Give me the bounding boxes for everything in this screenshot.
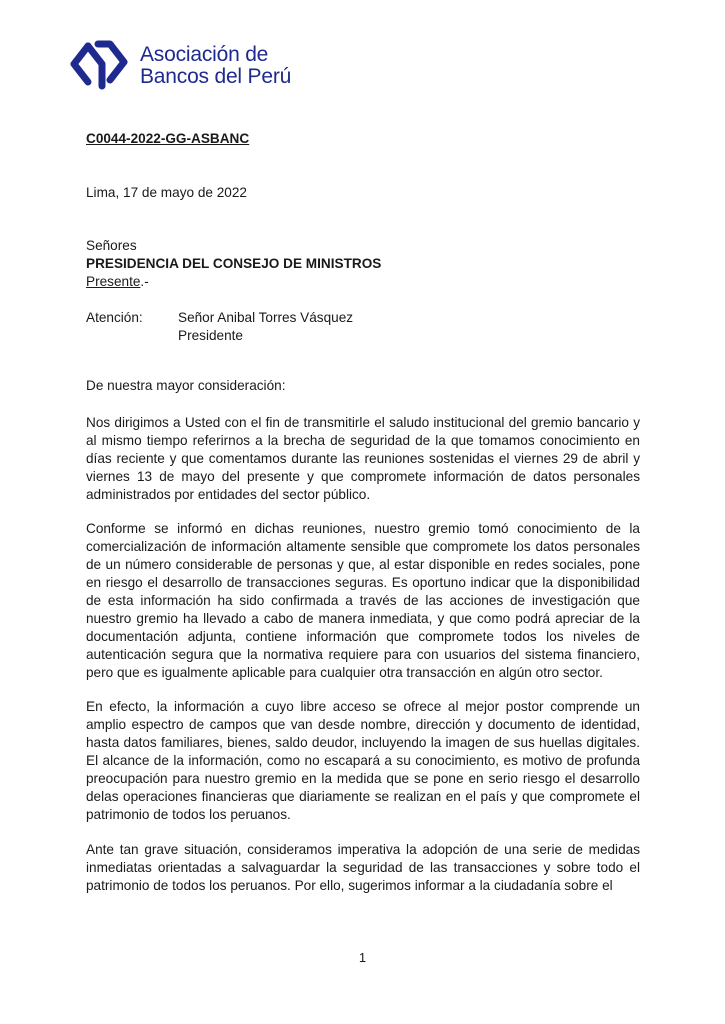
body-paragraph-3: En efecto, la información a cuyo libre acceso se ofrece al mejor postor comprende un amplio espectro de campos que van desde nombre, dirección y documento de identidad, hasta datos familiares, bienes, saldo deudor, incluyendo la imagen de sus huellas digitales. El alcance de la información, como no escapará a su conocimiento, es motivo de profunda preocupación para nuestro gremio en la medida que se pone en serio riesgo el desarrollo delas operaciones financieras que diariamente se realizan en el país y que compromete el patrimonio de todos los peruanos. bbox=[86, 699, 640, 822]
body-paragraph-1: Nos dirigimos a Usted con el fin de transmitirle el saludo institucional del gremio bancario y al mismo tiempo referirnos a la brecha de seguridad de la que tomamos conocimiento en días reciente y que comentamos durante las reuniones sostenidas el viernes 29 de abril y viernes 13 de mayo del presente y que compromete información de datos personales administrados por entidades del sector público. bbox=[86, 415, 640, 502]
letter-reference: C0044-2022-GG-ASBANC bbox=[86, 131, 250, 146]
attention-name: Señor Anibal Torres Vásquez bbox=[178, 310, 354, 325]
addressee-organization: PRESIDENCIA DEL CONSEJO DE MINISTROS bbox=[86, 256, 382, 271]
attention-title: Presidente bbox=[178, 328, 243, 343]
presente-line bbox=[86, 273, 381, 291]
letterhead-logo bbox=[68, 38, 291, 94]
organization-name bbox=[140, 44, 291, 88]
addressee-block bbox=[86, 237, 381, 291]
presente-word: Presente bbox=[86, 274, 141, 289]
page-number: 1 bbox=[358, 950, 367, 965]
attention-label: Atención: bbox=[86, 310, 143, 325]
attention-recipient bbox=[178, 309, 353, 345]
asbanc-logo-icon bbox=[68, 38, 130, 94]
body-paragraph-4: Ante tan grave situación, consideramos imperativa la adopción de una serie de medidas inmediatas orientadas a salvaguardar la seguridad de las transacciones y sobre todo el patrimonio de todos los peruanos. Por ello, sugerimos informar a la ciudadanía sobre el bbox=[86, 842, 640, 893]
logo-line-2: Bancos del Perú bbox=[140, 65, 292, 88]
body-paragraph-2: Conforme se informó en dichas reuniones, nuestro gremio tomó conocimiento de la comercialización de información altamente sensible que compromete los datos personales de un número considerable de personas y que, al estar disponible en redes sociales, pone en riesgo el desarrollo de transacciones seguras. Es oportuno indicar que la disponibilidad de esta información ha sido confirmada a través de las acciones de investigación que nuestro gremio ha llevado a cabo de manera inmediata, y que como podrá apreciar de la documentación adjunta, contiene información que compromete todos los niveles de autenticación segura que la normativa requiere para con usuarios del sistema financiero, pero que es igualmente aplicable para cualquier otra transacción en algún otro sector. bbox=[86, 521, 640, 680]
presente-suffix: .- bbox=[140, 274, 149, 289]
salutation: Señores bbox=[86, 238, 137, 253]
greeting: De nuestra mayor consideración: bbox=[86, 378, 286, 393]
logo-line-1: Asociación de bbox=[140, 43, 269, 66]
attention-block bbox=[86, 309, 353, 345]
letter-date: Lima, 17 de mayo de 2022 bbox=[86, 185, 247, 200]
